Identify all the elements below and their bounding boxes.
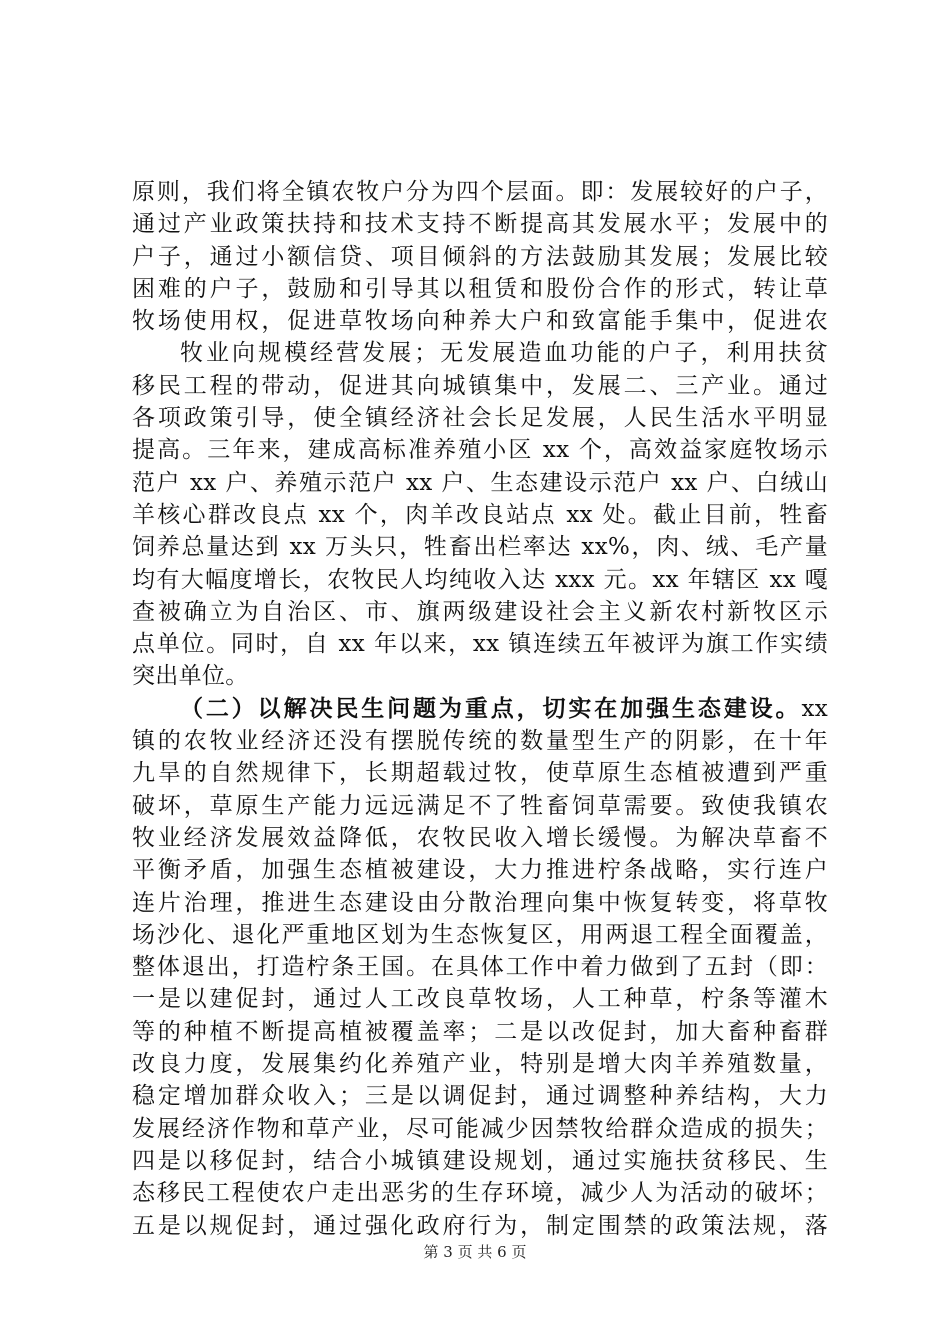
text-line: 通过产业政策扶持和技术支持不断提高其发展水平；发展中的 bbox=[132, 211, 828, 238]
text-line: 牧场使用权，促进草牧场向种养大户和致富能手集中，促进农 bbox=[132, 308, 828, 335]
text-line: 提高。三年来，建成高标准养殖小区 xx 个，高效益家庭牧场示 bbox=[132, 437, 828, 464]
text-line: 点单位。同时，自 xx 年以来，xx 镇连续五年被评为旗工作实绩 bbox=[132, 631, 828, 658]
page-footer: 第 3 页 共 6 页 bbox=[423, 1243, 527, 1261]
text-line: 稳定增加群众收入；三是以调促封，通过调整种养结构，大力 bbox=[132, 1083, 828, 1110]
section-heading-tail: xx bbox=[801, 695, 828, 722]
text-line: 范户 xx 户、养殖示范户 xx 户、生态建设示范户 xx 户、白绒山 bbox=[132, 469, 828, 496]
paragraph-two bbox=[132, 725, 828, 1242]
text-line: 查被确立为自治区、市、旗两级建设社会主义新农村新牧区示 bbox=[132, 598, 828, 625]
section-heading-line bbox=[132, 693, 828, 725]
text-line: 户子，通过小额信贷、项目倾斜的方法鼓励其发展；发展比较 bbox=[132, 243, 828, 270]
text-line: 五是以规促封，通过强化政府行为，制定围禁的政策法规，落 bbox=[132, 1212, 828, 1239]
text-line: 改良力度，发展集约化养殖产业，特别是增大肉羊养殖数量， bbox=[132, 1051, 828, 1078]
text-line: 平衡矛盾，加强生态植被建设，大力推进柠条战略，实行连户 bbox=[132, 857, 828, 884]
section-heading: （二）以解决民生问题为重点，切实在加强生态建设。 bbox=[180, 694, 802, 722]
text-line: 羊核心群改良点 xx 个，肉羊改良站点 xx 处。截止目前，牲畜 bbox=[132, 501, 828, 528]
text-line: 各项政策引导，使全镇经济社会长足发展，人民生活水平明显 bbox=[132, 405, 828, 432]
text-line: 饲养总量达到 xx 万头只，牲畜出栏率达 xx%，肉、绒、毛产量 bbox=[132, 534, 828, 561]
text-line: 破坏，草原生产能力远远满足不了牲畜饲草需要。致使我镇农 bbox=[132, 792, 828, 819]
text-line: 场沙化、退化严重地区划为生态恢复区，用两退工程全面覆盖， bbox=[132, 921, 828, 948]
text-line: 四是以移促封，结合小城镇建设规划，通过实施扶贫移民、生 bbox=[132, 1147, 828, 1174]
text-line: 发展经济作物和草产业，尽可能减少因禁牧给群众造成的损失； bbox=[132, 1115, 828, 1142]
text-line: 一是以建促封，通过人工改良草牧场，人工种草，柠条等灌木 bbox=[132, 986, 828, 1013]
text-line: 镇的农牧业经济还没有摆脱传统的数量型生产的阴影，在十年 bbox=[132, 728, 828, 755]
text-line: 等的种植不断提高植被覆盖率；二是以改促封，加大畜种畜群 bbox=[132, 1018, 828, 1045]
text-line: 困难的户子，鼓励和引导其以租赁和股份合作的形式，转让草 bbox=[132, 275, 828, 302]
text-line: 整体退出，打造柠条王国。在具体工作中着力做到了五封（即： bbox=[132, 954, 828, 981]
text-line: 移民工程的带动，促进其向城镇集中，发展二、三产业。通过 bbox=[132, 372, 828, 399]
text-line: 牧业经济发展效益降低，农牧民收入增长缓慢。为解决草畜不 bbox=[132, 824, 828, 851]
text-line: 牧业向规模经营发展；无发展造血功能的户子，利用扶贫 bbox=[180, 340, 828, 367]
text-line: 连片治理，推进生态建设由分散治理向集中恢复转变，将草牧 bbox=[132, 889, 828, 916]
text-line: 均有大幅度增长，农牧民人均纯收入达 xxx 元。xx 年辖区 xx 嘎 bbox=[132, 566, 828, 593]
body-text bbox=[132, 176, 828, 1242]
text-line: 九旱的自然规律下，长期超载过牧，使草原生态植被遭到严重 bbox=[132, 760, 828, 787]
text-line: 突出单位。 bbox=[132, 663, 249, 690]
paragraph-one bbox=[132, 176, 828, 693]
text-line: 态移民工程使农户走出恶劣的生存环境，减少人为活动的破坏； bbox=[132, 1180, 828, 1207]
text-line: 原则，我们将全镇农牧户分为四个层面。即：发展较好的户子， bbox=[132, 179, 828, 205]
